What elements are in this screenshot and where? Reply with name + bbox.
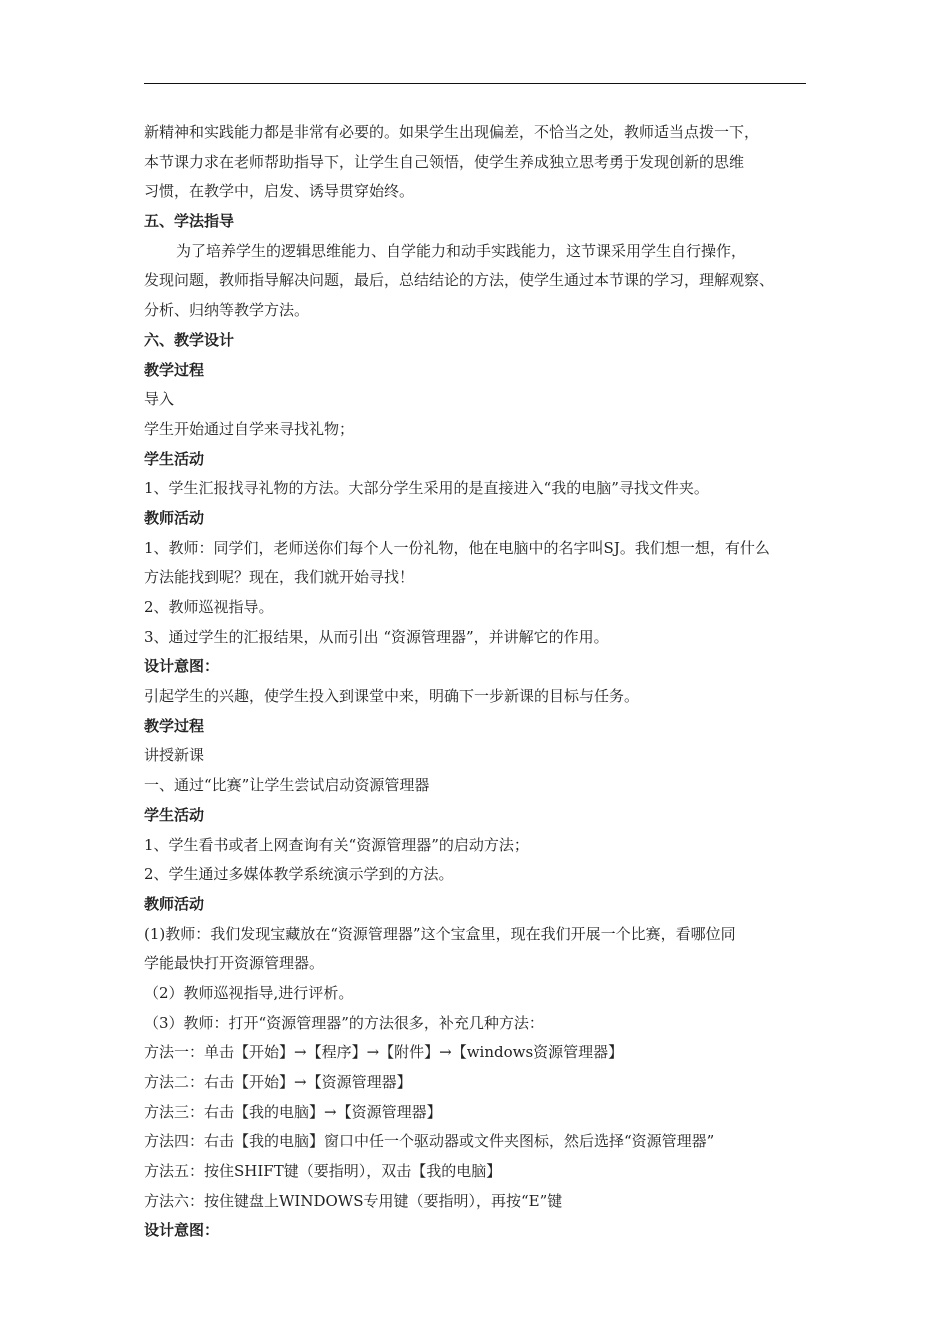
- section-heading: 教学过程: [144, 360, 205, 379]
- document-body: [144, 118, 808, 1246]
- section-heading: 五、学法指导: [144, 212, 235, 231]
- section-heading: 教学过程: [144, 716, 205, 735]
- text-line: 讲授新课: [144, 746, 205, 765]
- text-line: （3）教师：打开“资源管理器”的方法很多，补充几种方法：: [144, 1013, 544, 1032]
- text-line: 一、通过“比赛”让学生尝试启动资源管理器: [144, 776, 430, 795]
- text-line: 2、学生通过多媒体教学系统演示学到的方法。: [144, 865, 454, 884]
- text-line: 习惯，在教学中，启发、诱导贯穿始终。: [144, 182, 415, 201]
- section-heading: 六、教学设计: [144, 330, 235, 349]
- header-rule: [144, 83, 806, 84]
- text-line: （2）教师巡视指导,进行评析。: [144, 983, 354, 1002]
- text-line: 导入: [144, 390, 175, 409]
- text-line: 方法二：右击【开始】→【资源管理器】: [144, 1073, 412, 1091]
- section-heading: 教师活动: [144, 894, 205, 913]
- text-line: 1、教师：同学们，老师送你们每个人一份礼物，他在电脑中的名字叫SJ。我们想一想，有什么: [144, 538, 770, 557]
- text-line: 方法五：按住SHIFT键（要指明），双击【我的电脑】: [144, 1162, 502, 1181]
- section-heading: 学生活动: [144, 449, 205, 468]
- section-heading: 设计意图：: [144, 1221, 220, 1240]
- text-line: 引起学生的兴趣，使学生投入到课堂中来，明确下一步新课的目标与任务。: [144, 687, 640, 706]
- text-line: 1、学生看书或者上网查询有关“资源管理器”的启动方法；: [144, 835, 529, 854]
- text-line: 方法三：右击【我的电脑】→【资源管理器】: [144, 1102, 442, 1121]
- text-line: 学生开始通过自学来寻找礼物；: [144, 419, 355, 438]
- text-line: 发现问题，教师指导解决问题，最后，总结结论的方法，使学生通过本节课的学习，理解观察、: [144, 271, 775, 290]
- text-line: 1、学生汇报找寻礼物的方法。大部分学生采用的是直接进入“我的电脑”寻找文件夹。: [144, 479, 709, 498]
- text-line: 方法一：单击【开始】→【程序】→【附件】→【windows资源管理器】: [144, 1043, 624, 1062]
- text-line: 方法能找到呢？现在，我们就开始寻找！: [144, 568, 415, 587]
- text-line: 分析、归纳等教学方法。: [144, 301, 310, 320]
- text-line: 2、教师巡视指导。: [144, 598, 274, 616]
- section-heading: 学生活动: [144, 805, 205, 824]
- section-heading: 教师活动: [144, 508, 205, 527]
- text-line: 新精神和实践能力都是非常有必要的。如果学生出现偏差，不恰当之处，教师适当点拨一下，: [144, 123, 760, 141]
- text-line: 为了培养学生的逻辑思维能力、自学能力和动手实践能力，这节课采用学生自行操作，: [176, 241, 747, 260]
- text-line: 3、通过学生的汇报结果，从而引出 “资源管理器”，并讲解它的作用。: [144, 627, 609, 646]
- text-line: 方法六：按住键盘上WINDOWS专用键（要指明），再按“E”键: [144, 1191, 563, 1210]
- text-line: 本节课力求在老师帮助指导下，让学生自己领悟，使学生养成独立思考勇于发现创新的思维: [144, 152, 745, 171]
- text-line: (1)教师：我们发现宝藏放在“资源管理器”这个宝盒里，现在我们开展一个比赛，看哪位同: [144, 924, 736, 943]
- section-heading: 设计意图：: [144, 657, 220, 676]
- text-line: 学能最快打开资源管理器。: [144, 954, 325, 973]
- text-line: 方法四：右击【我的电脑】窗口中任一个驱动器或文件夹图标，然后选择“资源管理器”: [144, 1132, 715, 1151]
